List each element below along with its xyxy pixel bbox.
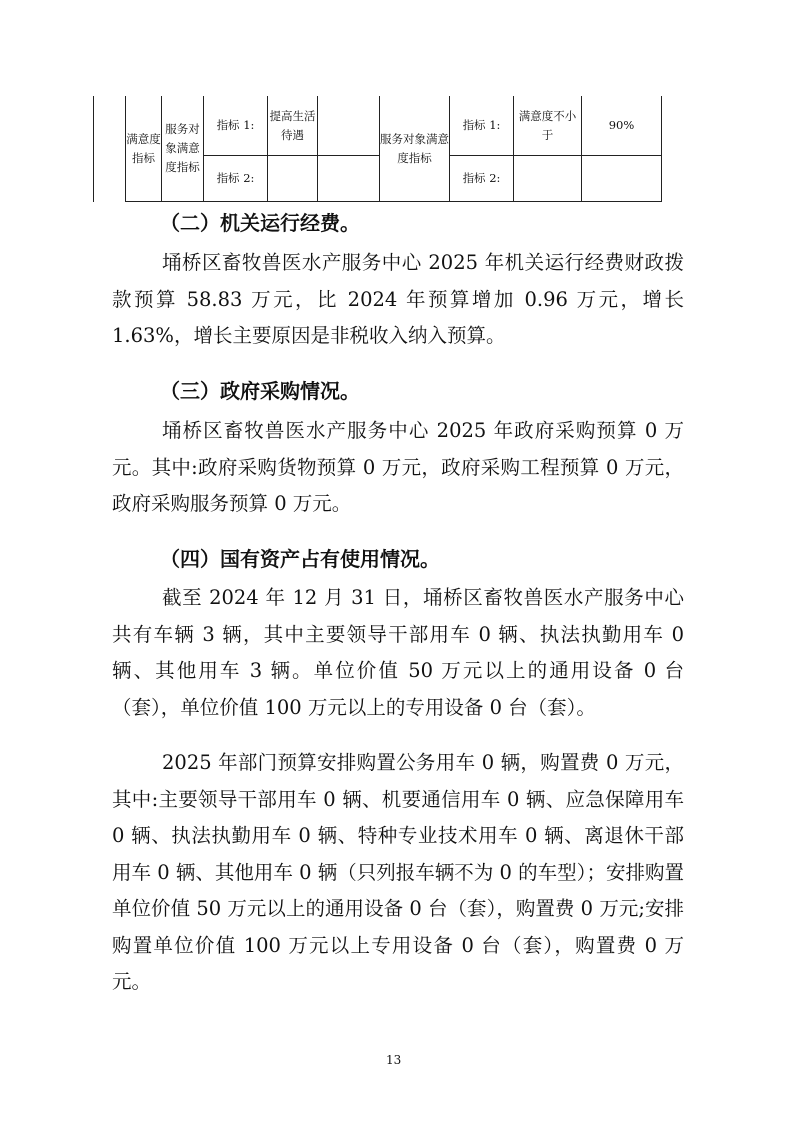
right-target1-cell: 90% [582,96,662,156]
left-value2-cell [268,156,318,202]
paragraph-state-assets: 截至 2024 年 12 月 31 日，埇桥区畜牧兽医水产服务中心共有车辆 3 辆，其中主要领导干部用车 0 辆、执法执勤用车 0 辆、其他用车 3 辆。单位价值 50 万元以上的通用设备 0 台（套），单位价值 100 万元以上的专用设备 0 台（套）。 [112,586,684,719]
right-value2-cell [514,156,582,202]
category-cell: 满意度指标 [126,96,162,202]
right-value1-cell: 满意度不小于 [514,96,582,156]
left-index2-cell: 指标 2: [204,156,268,202]
page-number: 13 [386,1053,402,1067]
right-index2-cell: 指标 2: [450,156,514,202]
performance-indicator-table [93,96,662,202]
left-target1-cell [318,96,380,156]
section-heading-state-assets: （四）国有资产占有使用情况。 [160,547,440,571]
left-index1-cell: 指标 1: [204,96,268,156]
left-value1-cell: 提高生活待遇 [268,96,318,156]
left-target2-cell [318,156,380,202]
paragraph-operating-funds: 埇桥区畜牧兽医水产服务中心 2025 年机关运行经费财政拨款预算 58.83 万元，比 2024 年预算增加 0.96 万元，增长 1.63%，增长主要原因是非税收入纳入预算。 [112,251,684,347]
right-subcategory-cell: 服务对象满意度指标 [380,96,450,202]
paragraph-procurement: 埇桥区畜牧兽医水产服务中心 2025 年政府采购预算 0 万元。其中:政府采购货物预算 0 万元，政府采购工程预算 0 万元，政府采购服务预算 0 万元。 [112,419,684,515]
right-index1-cell: 指标 1: [450,96,514,156]
subcategory-cell: 服务对象满意度指标 [162,96,204,202]
blank-cell [94,96,126,202]
section-heading-procurement: （三）政府采购情况。 [160,379,360,403]
paragraph-vehicle-purchase: 2025 年部门预算安排购置公务用车 0 辆，购置费 0 万元，其中:主要领导干部用车 0 辆、机要通信用车 0 辆、应急保障用车 0 辆、执法执勤用车 0 辆、特种专业技术用车 0 辆、离退休干部用车 0 辆、其他用车 0 辆（只列报车辆不为 0 的车型）；安排购置单位价值 50 万元以上的通用设备 0 台（套），购置费 0 万元;安排购置单位价值 100 万元以上专用设备 0 台（套），购置费 0 万元。 [112,751,684,993]
section-heading-operating-funds: （二）机关运行经费。 [160,211,360,235]
right-target2-cell [582,156,662,202]
